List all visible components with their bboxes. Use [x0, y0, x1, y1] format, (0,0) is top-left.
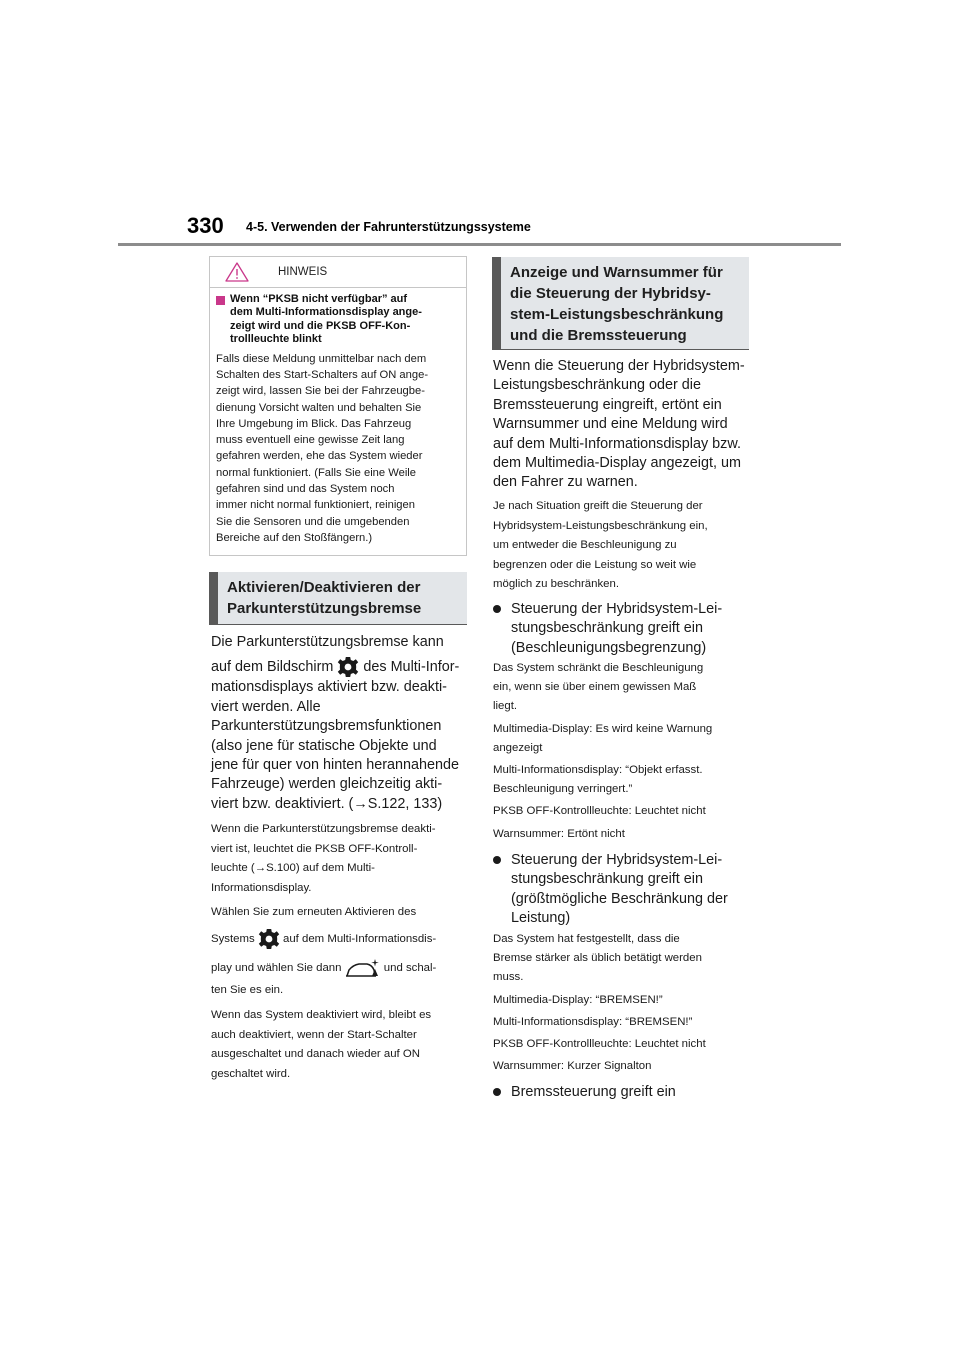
text-fragment: play und wählen Sie dann	[211, 962, 345, 975]
note-body-line: zeigt wird, lassen Sie bei der Fahrzeugbe-	[216, 385, 425, 398]
note-body-line: muss eventuell eine gewisse Zeit lang	[216, 434, 405, 447]
section-heading-line: Parkunterstützungsbremse	[227, 600, 422, 617]
text-line: ten Sie es ein.	[211, 984, 284, 996]
bullet-heading-max-limit	[493, 851, 728, 929]
section-heading-line: Anzeige und Warnsummer für	[510, 264, 723, 281]
note-body-line: Schalten des Start-Schalters auf ON ange-	[216, 368, 429, 381]
warning-triangle-icon	[224, 261, 250, 283]
text-line: mationsdisplays aktiviert bzw. deakti-	[211, 679, 447, 696]
text-line: jene für quer von hinten herannahende	[211, 757, 460, 774]
bullet-heading-acceleration	[493, 600, 722, 658]
text-line: Leistungsbeschränkung oder die	[493, 377, 702, 394]
text-line: auf dem Multi-Informationsdisplay bzw.	[493, 435, 741, 452]
text-line: Multimedia-Display: “BREMSEN!”	[493, 993, 663, 1006]
note-subheading-line: trollleuchte blinkt	[230, 333, 322, 346]
text-line: (größtmögliche Beschränkung der	[511, 890, 728, 907]
note-subheading-line: Wenn “PKSB nicht verfügbar” auf	[230, 293, 408, 305]
left-intro-paragraph	[211, 633, 459, 814]
text-line: (also jene für statische Objekte und	[211, 737, 437, 754]
text-line: Wählen Sie zum erneuten Aktivieren des	[211, 906, 417, 918]
text-line: Warnsummer: Ertönt nicht	[493, 827, 625, 840]
text-line: ausgeschaltet und danach wieder auf ON	[211, 1048, 420, 1061]
text-line: möglich zu beschränken.	[493, 578, 619, 591]
left-paragraph-reactivate	[211, 902, 436, 1000]
text-line: auch deaktiviert, wenn der Start-Schalter	[211, 1028, 417, 1041]
bullet-dot	[493, 605, 501, 613]
text-line-with-icon	[211, 928, 436, 950]
note-body-line: Sie die Sensoren und die umgebenden	[216, 515, 410, 528]
note-body-line: Falls diese Meldung unmittelbar nach dem	[216, 352, 427, 365]
text-line: begrenzen oder die Leistung so weit wie	[493, 558, 697, 571]
text-line: um entweder die Beschleunigung zu	[493, 539, 677, 552]
text-line: dem Multimedia-Display angezeigt, um	[493, 455, 741, 472]
note-body-line: immer nicht normal funktioniert, reinigen	[216, 499, 415, 512]
left-paragraph-start-switch	[211, 1006, 431, 1084]
text-line: Das System schränkt die Beschleunigung	[493, 662, 704, 674]
section-heading-line: Aktivieren/Deaktivieren der	[227, 579, 421, 596]
text-fragment: des Multi-Infor-	[359, 659, 460, 676]
text-line: Je nach Situation greift die Steuerung der	[493, 500, 703, 512]
text-line: Warnsummer und eine Meldung wird	[493, 416, 728, 433]
note-body-line: Ihre Umgebung im Blick. Das Fahrzeug	[216, 417, 412, 430]
text-line: Parkunterstützungsbremsfunktionen	[211, 718, 442, 735]
text-line: viert werden. Alle	[211, 698, 321, 715]
bullet-detail-max-limit	[493, 930, 706, 1076]
text-line: liegt.	[493, 700, 518, 713]
text-line: ein, wenn sie über einem gewissen Maß	[493, 681, 697, 694]
bullet-dot	[493, 1088, 501, 1096]
note-body-line: normal funktioniert. (Falls Sie eine Weile	[216, 466, 417, 479]
section-heading-activate	[209, 572, 467, 625]
page-number: 330	[187, 213, 224, 238]
text-line: PKSB OFF-Kontrollleuchte: Leuchtet nicht	[493, 805, 706, 818]
section-heading-display-buzzer	[492, 257, 749, 350]
chapter-title: 4-5. Verwenden der Fahrunterstützungssysteme	[246, 220, 531, 234]
text-line: muss.	[493, 971, 524, 984]
text-line: viert ist, leuchtet die PKSB OFF-Kontroll-	[211, 842, 418, 855]
text-line: Bremse stärker als üblich betätigt werden	[493, 952, 702, 965]
text-line: Multimedia-Display: Es wird keine Warnung	[493, 722, 713, 735]
bullet-heading-brake-control	[493, 1083, 676, 1102]
text-fragment: auf dem Bildschirm	[211, 659, 338, 676]
section-heading-line: die Steuerung der Hybridsy-	[510, 285, 711, 302]
bullet-detail-acceleration	[493, 659, 712, 844]
text-line: Die Parkunterstützungsbremse kann	[211, 634, 444, 650]
text-line-with-icon	[211, 956, 436, 980]
header-rule	[118, 243, 841, 246]
note-body-line: gefahren werden, ehe das System wieder	[216, 450, 423, 463]
note-subheading-line: dem Multi-Informationsdisplay ange-	[230, 306, 422, 319]
text-line: Wenn die Steuerung der Hybridsystem-	[493, 358, 745, 374]
section-heading-line: stem-Leistungsbeschränkung	[510, 306, 724, 323]
text-line: Hybridsystem-Leistungsbeschränkung ein,	[493, 519, 708, 532]
text-fragment: auf dem Multi-Informationsdis-	[279, 933, 437, 946]
gear-settings-icon	[337, 656, 359, 678]
text-line: Multi-Informationsdisplay: “BREMSEN!”	[493, 1015, 693, 1028]
text-line: Wenn die Parkunterstützungsbremse deakti-	[211, 823, 436, 835]
bullet-dot	[493, 856, 501, 864]
note-body-line: dienung Vorsicht walten und behalten Sie	[216, 401, 422, 414]
left-paragraph-deactivated	[211, 820, 436, 898]
text-line: (Beschleunigungsbegrenzung)	[511, 639, 707, 656]
text-line: Wenn das System deaktiviert wird, bleibt es	[211, 1009, 432, 1021]
note-body-line: gefahren sind und das System noch	[216, 483, 395, 495]
note-box	[209, 256, 467, 556]
text-line: Fahrzeuge) werden gleichzeitig akti-	[211, 776, 443, 793]
text-line: Steuerung der Hybridsystem-Lei-	[511, 601, 723, 617]
text-line: Multi-Informationsdisplay: “Objekt erfasst.	[493, 764, 703, 777]
note-square-marker	[216, 296, 225, 305]
text-line: Leistung)	[511, 910, 571, 927]
note-body-line: Bereiche auf den Stoßfängern.)	[216, 531, 373, 544]
car-parking-icon	[345, 956, 381, 980]
note-subheading	[210, 288, 466, 347]
text-line: geschaltet wird.	[211, 1067, 291, 1080]
text-line: den Fahrer zu warnen.	[493, 474, 638, 491]
text-fragment: Systems	[211, 933, 258, 946]
text-fragment: und schal-	[380, 962, 437, 975]
text-line: viert bzw. deaktiviert. (→S.122, 133)	[211, 795, 443, 812]
text-line: Bremssteuerung greift ein	[511, 1084, 676, 1100]
text-line: Steuerung der Hybridsystem-Lei-	[511, 852, 723, 868]
gear-settings-icon	[258, 928, 280, 950]
right-intro-paragraph	[493, 357, 745, 493]
note-label: HINWEIS	[278, 266, 328, 278]
text-line: angezeigt	[493, 741, 543, 754]
text-line: Beschleunigung verringert.”	[493, 783, 633, 796]
text-line: Bremssteuerung eingreift, ertönt ein	[493, 396, 722, 413]
section-heading-line: und die Bremssteuerung	[510, 327, 687, 344]
text-line: Warnsummer: Kurzer Signalton	[493, 1060, 652, 1073]
text-line: stungsbeschränkung greift ein	[511, 620, 703, 637]
note-body	[210, 347, 456, 547]
text-line: PKSB OFF-Kontrollleuchte: Leuchtet nicht	[493, 1038, 706, 1051]
note-header	[210, 257, 466, 288]
text-line: stungsbeschränkung greift ein	[511, 871, 703, 888]
text-line: Informationsdisplay.	[211, 881, 312, 894]
note-subheading-line: zeigt wird und die PKSB OFF-Kon-	[230, 319, 411, 332]
text-line-with-icon	[211, 656, 459, 678]
right-intro-small	[493, 497, 708, 595]
text-line: Das System hat festgestellt, dass die	[493, 933, 680, 945]
text-line: leuchte (→S.100) auf dem Multi-	[211, 862, 375, 875]
